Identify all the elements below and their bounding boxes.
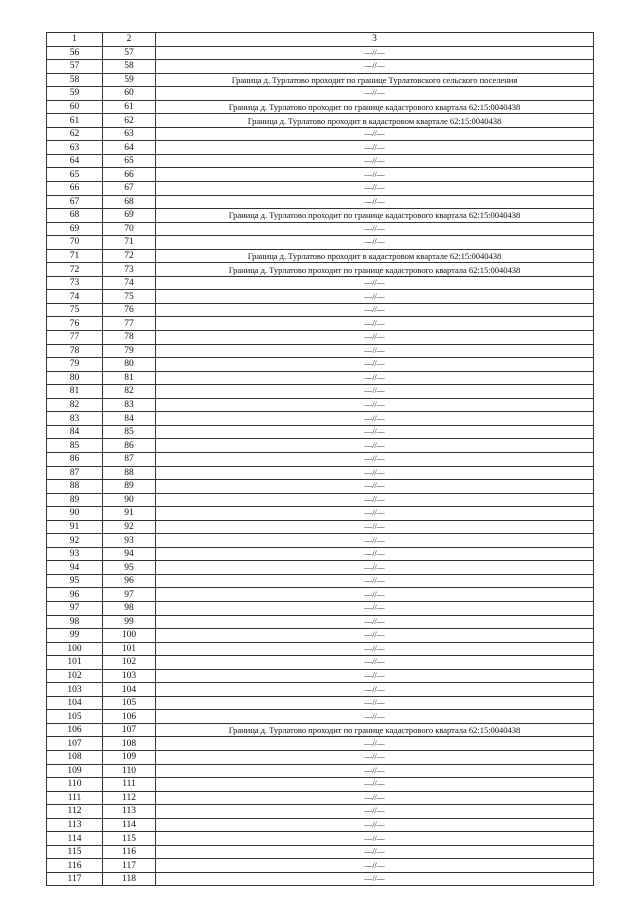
point-to-cell: 66	[103, 168, 156, 182]
point-to-cell: 81	[103, 371, 156, 385]
description-cell: —//—	[156, 696, 594, 710]
point-from-cell: 58	[47, 73, 103, 87]
description-cell: —//—	[156, 872, 594, 886]
table-row	[47, 764, 594, 778]
point-to-cell: 92	[103, 520, 156, 534]
point-to-cell: 87	[103, 452, 156, 466]
description-cell: Граница д. Турлатово проходит в кадастровом квартале 62:15:0040438	[156, 249, 594, 263]
description-cell: —//—	[156, 507, 594, 521]
point-to-cell: 61	[103, 100, 156, 114]
description-cell: —//—	[156, 60, 594, 74]
table-row	[47, 127, 594, 141]
description-cell: —//—	[156, 710, 594, 724]
description-cell: —//—	[156, 222, 594, 236]
table-row	[47, 303, 594, 317]
point-from-cell: 60	[47, 100, 103, 114]
point-from-cell: 75	[47, 303, 103, 317]
point-from-cell: 63	[47, 141, 103, 155]
point-to-cell: 65	[103, 154, 156, 168]
point-from-cell: 108	[47, 750, 103, 764]
description-cell: —//—	[156, 750, 594, 764]
table-row	[47, 480, 594, 494]
description-cell: —//—	[156, 195, 594, 209]
description-cell: Граница д. Турлатово проходит по границе кадастрового квартала 62:15:0040438	[156, 100, 594, 114]
table-row	[47, 222, 594, 236]
description-cell: —//—	[156, 182, 594, 196]
description-cell: Граница д. Турлатово проходит в кадастровом квартале 62:15:0040438	[156, 114, 594, 128]
description-cell: —//—	[156, 832, 594, 846]
table-row	[47, 507, 594, 521]
description-cell: —//—	[156, 791, 594, 805]
point-to-cell: 104	[103, 683, 156, 697]
point-from-cell: 78	[47, 344, 103, 358]
point-from-cell: 77	[47, 331, 103, 345]
table-row	[47, 141, 594, 155]
point-to-cell: 73	[103, 263, 156, 277]
point-to-cell: 112	[103, 791, 156, 805]
point-from-cell: 79	[47, 358, 103, 372]
description-cell: —//—	[156, 547, 594, 561]
table-row	[47, 182, 594, 196]
description-cell: —//—	[156, 331, 594, 345]
point-from-cell: 61	[47, 114, 103, 128]
table-row	[47, 358, 594, 372]
table-row	[47, 195, 594, 209]
point-to-cell: 76	[103, 303, 156, 317]
table-row	[47, 859, 594, 873]
table-row	[47, 832, 594, 846]
description-cell: —//—	[156, 317, 594, 331]
point-to-cell: 79	[103, 344, 156, 358]
point-from-cell: 62	[47, 127, 103, 141]
point-to-cell: 83	[103, 398, 156, 412]
point-from-cell: 110	[47, 778, 103, 792]
point-to-cell: 100	[103, 629, 156, 643]
description-cell: —//—	[156, 534, 594, 548]
point-to-cell: 82	[103, 385, 156, 399]
description-cell: —//—	[156, 683, 594, 697]
table-row	[47, 710, 594, 724]
table-row	[47, 845, 594, 859]
point-from-cell: 56	[47, 46, 103, 60]
point-to-cell: 88	[103, 466, 156, 480]
point-to-cell: 102	[103, 656, 156, 670]
point-from-cell: 69	[47, 222, 103, 236]
point-to-cell: 57	[103, 46, 156, 60]
point-from-cell: 104	[47, 696, 103, 710]
point-to-cell: 99	[103, 615, 156, 629]
description-cell: —//—	[156, 358, 594, 372]
point-to-cell: 91	[103, 507, 156, 521]
point-to-cell: 106	[103, 710, 156, 724]
point-from-cell: 84	[47, 425, 103, 439]
description-cell: —//—	[156, 141, 594, 155]
point-to-cell: 74	[103, 276, 156, 290]
point-to-cell: 58	[103, 60, 156, 74]
point-from-cell: 98	[47, 615, 103, 629]
point-to-cell: 96	[103, 574, 156, 588]
table-row	[47, 398, 594, 412]
point-from-cell: 72	[47, 263, 103, 277]
table-row	[47, 778, 594, 792]
description-cell: —//—	[156, 385, 594, 399]
table-row	[47, 371, 594, 385]
point-from-cell: 87	[47, 466, 103, 480]
table-row	[47, 805, 594, 819]
point-to-cell: 115	[103, 832, 156, 846]
point-to-cell: 70	[103, 222, 156, 236]
point-to-cell: 93	[103, 534, 156, 548]
point-from-cell: 88	[47, 480, 103, 494]
point-from-cell: 109	[47, 764, 103, 778]
description-cell: —//—	[156, 764, 594, 778]
table-row	[47, 791, 594, 805]
table-row	[47, 276, 594, 290]
table-row	[47, 73, 594, 87]
point-to-cell: 110	[103, 764, 156, 778]
point-to-cell: 64	[103, 141, 156, 155]
point-from-cell: 83	[47, 412, 103, 426]
table-row	[47, 601, 594, 615]
description-cell: —//—	[156, 452, 594, 466]
point-to-cell: 71	[103, 236, 156, 250]
table-row	[47, 669, 594, 683]
description-cell: Граница д. Турлатово проходит по границе кадастрового квартала 62:15:0040438	[156, 263, 594, 277]
point-to-cell: 78	[103, 331, 156, 345]
description-cell: —//—	[156, 615, 594, 629]
description-cell: —//—	[156, 805, 594, 819]
point-from-cell: 96	[47, 588, 103, 602]
table-row	[47, 534, 594, 548]
table-row	[47, 750, 594, 764]
table-row	[47, 87, 594, 101]
table-row	[47, 412, 594, 426]
table-row	[47, 60, 594, 74]
description-cell: —//—	[156, 371, 594, 385]
point-to-cell: 72	[103, 249, 156, 263]
point-to-cell: 97	[103, 588, 156, 602]
point-from-cell: 59	[47, 87, 103, 101]
point-from-cell: 115	[47, 845, 103, 859]
description-cell: —//—	[156, 561, 594, 575]
description-cell: —//—	[156, 154, 594, 168]
description-cell: —//—	[156, 656, 594, 670]
point-to-cell: 109	[103, 750, 156, 764]
point-to-cell: 105	[103, 696, 156, 710]
point-from-cell: 102	[47, 669, 103, 683]
description-cell: —//—	[156, 236, 594, 250]
table-row	[47, 249, 594, 263]
table-row	[47, 683, 594, 697]
table-row	[47, 818, 594, 832]
description-cell: Граница д. Турлатово проходит по границе Турлатовского сельского поселения	[156, 73, 594, 87]
description-cell: —//—	[156, 466, 594, 480]
description-cell: —//—	[156, 439, 594, 453]
table-body	[47, 33, 594, 886]
point-to-cell: 86	[103, 439, 156, 453]
header-cell-2: 2	[103, 33, 156, 47]
description-cell: —//—	[156, 642, 594, 656]
point-to-cell: 84	[103, 412, 156, 426]
table-row	[47, 439, 594, 453]
table-row	[47, 642, 594, 656]
point-to-cell: 113	[103, 805, 156, 819]
table-row	[47, 574, 594, 588]
table-row	[47, 46, 594, 60]
point-from-cell: 117	[47, 872, 103, 886]
point-to-cell: 94	[103, 547, 156, 561]
description-cell: —//—	[156, 574, 594, 588]
description-cell: —//—	[156, 493, 594, 507]
description-cell: —//—	[156, 290, 594, 304]
header-cell-1: 1	[47, 33, 103, 47]
description-cell: —//—	[156, 778, 594, 792]
point-from-cell: 106	[47, 723, 103, 737]
table-row	[47, 466, 594, 480]
description-cell: —//—	[156, 845, 594, 859]
table-row	[47, 425, 594, 439]
table-row	[47, 385, 594, 399]
description-cell: Граница д. Турлатово проходит по границе кадастрового квартала 62:15:0040438	[156, 723, 594, 737]
table-row	[47, 588, 594, 602]
description-cell: —//—	[156, 737, 594, 751]
point-to-cell: 59	[103, 73, 156, 87]
point-from-cell: 107	[47, 737, 103, 751]
description-cell: —//—	[156, 344, 594, 358]
description-cell: —//—	[156, 127, 594, 141]
point-from-cell: 93	[47, 547, 103, 561]
description-cell: —//—	[156, 601, 594, 615]
point-to-cell: 85	[103, 425, 156, 439]
point-to-cell: 67	[103, 182, 156, 196]
description-cell: —//—	[156, 669, 594, 683]
description-cell: —//—	[156, 818, 594, 832]
point-to-cell: 75	[103, 290, 156, 304]
point-to-cell: 69	[103, 209, 156, 223]
description-cell: —//—	[156, 412, 594, 426]
point-from-cell: 64	[47, 154, 103, 168]
point-to-cell: 95	[103, 561, 156, 575]
point-to-cell: 101	[103, 642, 156, 656]
description-cell: —//—	[156, 398, 594, 412]
point-to-cell: 111	[103, 778, 156, 792]
table-row	[47, 452, 594, 466]
table-row	[47, 615, 594, 629]
table-row	[47, 723, 594, 737]
table-row	[47, 100, 594, 114]
point-to-cell: 103	[103, 669, 156, 683]
description-cell: Граница д. Турлатово проходит по границе кадастрового квартала 62:15:0040438	[156, 209, 594, 223]
point-from-cell: 116	[47, 859, 103, 873]
point-from-cell: 92	[47, 534, 103, 548]
table-row	[47, 317, 594, 331]
point-from-cell: 105	[47, 710, 103, 724]
point-from-cell: 91	[47, 520, 103, 534]
table-row	[47, 154, 594, 168]
point-from-cell: 95	[47, 574, 103, 588]
table-row	[47, 872, 594, 886]
point-from-cell: 99	[47, 629, 103, 643]
description-cell: —//—	[156, 520, 594, 534]
point-from-cell: 71	[47, 249, 103, 263]
header-cell-3: 3	[156, 33, 594, 47]
table-row	[47, 236, 594, 250]
point-from-cell: 67	[47, 195, 103, 209]
table-row	[47, 331, 594, 345]
point-from-cell: 112	[47, 805, 103, 819]
description-cell: —//—	[156, 276, 594, 290]
description-cell: —//—	[156, 303, 594, 317]
point-from-cell: 100	[47, 642, 103, 656]
point-to-cell: 114	[103, 818, 156, 832]
point-from-cell: 74	[47, 290, 103, 304]
description-cell: —//—	[156, 425, 594, 439]
point-from-cell: 94	[47, 561, 103, 575]
point-from-cell: 80	[47, 371, 103, 385]
point-to-cell: 89	[103, 480, 156, 494]
point-to-cell: 108	[103, 737, 156, 751]
point-to-cell: 80	[103, 358, 156, 372]
description-cell: —//—	[156, 859, 594, 873]
point-to-cell: 63	[103, 127, 156, 141]
table-row	[47, 656, 594, 670]
point-to-cell: 116	[103, 845, 156, 859]
description-cell: —//—	[156, 629, 594, 643]
description-cell: —//—	[156, 588, 594, 602]
point-from-cell: 68	[47, 209, 103, 223]
point-from-cell: 113	[47, 818, 103, 832]
table-row	[47, 629, 594, 643]
point-to-cell: 107	[103, 723, 156, 737]
table-row	[47, 114, 594, 128]
point-to-cell: 62	[103, 114, 156, 128]
point-from-cell: 103	[47, 683, 103, 697]
description-cell: —//—	[156, 87, 594, 101]
table-row	[47, 263, 594, 277]
description-cell: —//—	[156, 168, 594, 182]
point-from-cell: 85	[47, 439, 103, 453]
table-row	[47, 696, 594, 710]
table-row	[47, 547, 594, 561]
point-from-cell: 81	[47, 385, 103, 399]
point-from-cell: 114	[47, 832, 103, 846]
point-from-cell: 82	[47, 398, 103, 412]
table-row	[47, 290, 594, 304]
table-row	[47, 520, 594, 534]
point-to-cell: 60	[103, 87, 156, 101]
header-row	[47, 33, 594, 47]
point-from-cell: 76	[47, 317, 103, 331]
point-from-cell: 111	[47, 791, 103, 805]
point-from-cell: 101	[47, 656, 103, 670]
point-from-cell: 70	[47, 236, 103, 250]
point-from-cell: 89	[47, 493, 103, 507]
point-from-cell: 90	[47, 507, 103, 521]
table-row	[47, 493, 594, 507]
point-from-cell: 97	[47, 601, 103, 615]
point-to-cell: 98	[103, 601, 156, 615]
point-to-cell: 118	[103, 872, 156, 886]
point-to-cell: 77	[103, 317, 156, 331]
description-cell: —//—	[156, 480, 594, 494]
point-from-cell: 86	[47, 452, 103, 466]
point-from-cell: 65	[47, 168, 103, 182]
point-from-cell: 73	[47, 276, 103, 290]
point-to-cell: 68	[103, 195, 156, 209]
point-to-cell: 117	[103, 859, 156, 873]
point-to-cell: 90	[103, 493, 156, 507]
table-row	[47, 737, 594, 751]
table-row	[47, 168, 594, 182]
table-row	[47, 561, 594, 575]
description-cell: —//—	[156, 46, 594, 60]
table-row	[47, 209, 594, 223]
boundary-points-table	[46, 32, 594, 886]
point-from-cell: 66	[47, 182, 103, 196]
point-from-cell: 57	[47, 60, 103, 74]
table-row	[47, 344, 594, 358]
